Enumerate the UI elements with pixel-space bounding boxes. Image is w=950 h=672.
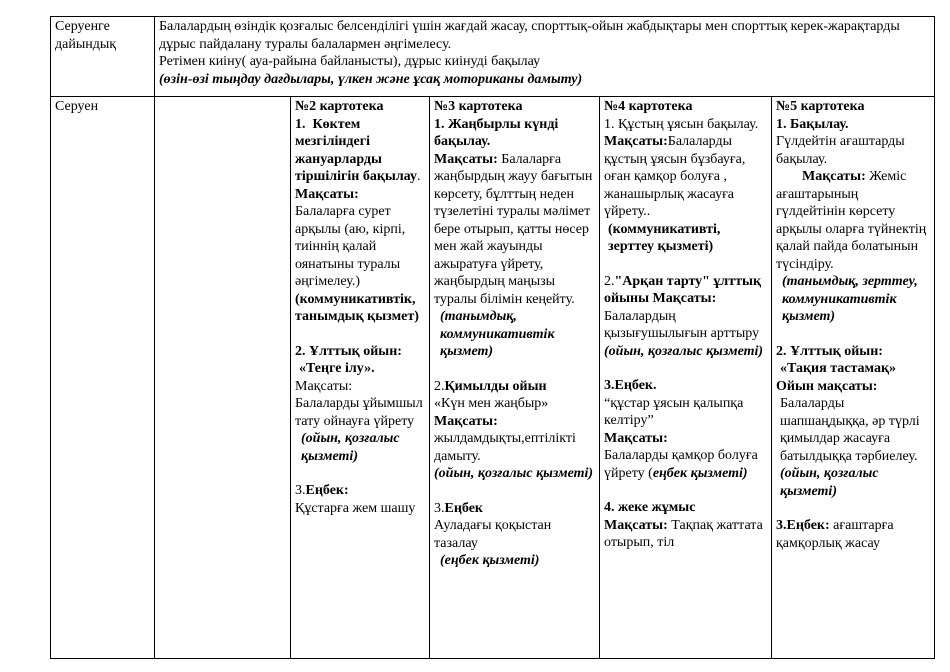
card-4-s2-num: 2. xyxy=(604,273,615,289)
card-5-s2-goal-text: Балаларды шапшаңдыққа, әр түрлі қимылдар жасауға батылдыққа тәрбиелеу. xyxy=(780,396,920,464)
card-4-s2-title: "Арқан тарту" ұлттық ойыны xyxy=(604,273,762,306)
schedule-table xyxy=(50,16,935,659)
card-4-s1-title: 1. Құстың ұясын бақылау. xyxy=(604,116,759,132)
card-3-s2-goal-text: жылдамдықты,ептілікті дамыту. xyxy=(434,431,576,464)
card-5-s3-label: 3.Еңбек: xyxy=(776,518,830,533)
card-3-s2-goal-label: Мақсаты: xyxy=(434,413,498,429)
card-5-s2-game: «Тақия тастамақ» xyxy=(780,361,897,376)
card-2-s1-goal-label: Мақсаты: xyxy=(295,186,359,202)
card-2-s2-goal-label: Мақсаты: xyxy=(295,378,353,394)
card-5-section-1 xyxy=(776,116,930,326)
card-3-s2-title: Қимылды ойын xyxy=(444,378,547,394)
card-3-s1-goal-label: Мақсаты: xyxy=(434,151,498,167)
card-3-s3-activity: (еңбек қызметі) xyxy=(440,553,540,568)
card-5-section-3 xyxy=(776,517,930,552)
card-3-s2-activity: (ойын, қозғалыс қызметі) xyxy=(434,466,594,481)
card-2-s1-dot: . xyxy=(416,169,421,184)
card-4-title: №4 картотека xyxy=(604,99,693,114)
card-4-s2-goal-text: Балалардың қызығушылығын арттыру xyxy=(604,308,760,341)
card-2-title: №2 картотека xyxy=(295,99,384,114)
card-5-title: №5 картотека xyxy=(776,99,865,114)
card-2-section-2 xyxy=(295,343,425,466)
card-2-s2-activity: (ойын, қозғалыс қызметі) xyxy=(301,431,400,464)
card-3-cell xyxy=(430,97,600,659)
card-4-cell xyxy=(600,97,772,659)
card-3-s3-num: 3. xyxy=(434,500,445,516)
card-3-title: №3 картотека xyxy=(434,99,523,114)
card-4-s3-goal-text: Балаларды қамқор болуға үйрету ( xyxy=(604,448,758,481)
card-5-s2-activity: (ойын, қозғалыс қызметі) xyxy=(780,466,879,499)
card-5-s3-text: ағаштарға қамқорлық жасау xyxy=(776,518,894,551)
prep-content-cell xyxy=(155,17,935,97)
card-3-s2-num: 2. xyxy=(434,378,445,394)
card-4-s3-activity: еңбек қызметі) xyxy=(652,465,748,481)
card-2-s1-goal-text: Балаларға сурет арқылы (аю, кірпі, тиіннің қалай оянатыны туралы әңгімелеу.) xyxy=(295,204,406,289)
card-5-s1-text: Гүлдейтін ағаштарды бақылау. xyxy=(776,134,905,167)
card-3-s3-text: Ауладағы қоқыстан тазалау xyxy=(434,518,552,551)
card-4-section-2 xyxy=(604,273,767,361)
card-5-s1-goal-label: Мақсаты: xyxy=(802,169,866,184)
card-2-s3-label: Еңбек: xyxy=(305,483,349,498)
card-5-section-2 xyxy=(776,343,930,501)
card-2-s1-activity: (коммуникативтік, танымдық қызмет) xyxy=(295,291,419,324)
card-2-s3-text: Құстарға жем шашу xyxy=(295,500,416,516)
card-3-s3-label: Еңбек xyxy=(444,500,483,516)
card-5-cell xyxy=(772,97,935,659)
card-4-s4-goal-text: Тақпақ жаттата отырып, тіл xyxy=(604,517,763,550)
walk-label-cell xyxy=(51,97,155,659)
prep-line-1: Балалардың өзіндік қозғалыс белсенділігі үшін жағдай жасау, спорттық-ойын жабдықтары мен спорттық керек-жарақтарды дұрыс пайдалану туралы балалармен әңгімелесу. xyxy=(159,19,900,52)
card-2-s3-num: 3. xyxy=(295,483,306,498)
card-4-s1-activity: (коммуникативті, зерттеу қызметі) xyxy=(608,221,721,254)
card-4-s3-goal-label: Мақсаты: xyxy=(604,430,668,446)
card-3-s1-goal-text: Балаларға жаңбырдың жауу бағытын көрсету, бұлттың неден түзелетіні туралы мәлімет бере отырып, қатты нөсер мен жай жауынды ажыратуға үйрету, жаңбырдың маңызы туралы білімін кеңейту. xyxy=(434,151,593,307)
card-4-s3-label: 3.Еңбек. xyxy=(604,378,657,393)
card-2-section-3 xyxy=(295,482,425,517)
card-4-s2-activity: (ойын, қозғалыс қызметі) xyxy=(604,343,764,359)
card-2-cell xyxy=(291,97,430,659)
card-5-s1-goal-text: Жеміс ағаштарының гүлдейтінін көрсету арқылы оларға түйнектің қалай пайда болатынын түсіндіру. xyxy=(776,169,927,272)
walk-row xyxy=(51,97,935,659)
card-4-section-1 xyxy=(604,116,767,256)
card-4-s3-text: “құстар ұясын қалыпқа келтіру” xyxy=(604,395,744,428)
prep-row xyxy=(51,17,935,97)
card-3-s1-activity: (танымдық, коммуникативтік қызмет) xyxy=(440,309,555,359)
card-2-section-1 xyxy=(295,116,425,326)
card-3-section-3 xyxy=(434,500,595,570)
card-2-s2-game: «Теңге ілу». xyxy=(299,361,375,376)
card-2-s1-num: 1. xyxy=(295,116,306,132)
prep-label: Серуенге дайындық xyxy=(55,19,117,52)
prep-line-2: Ретімен киіну( ауа-райына байланысты), дұрыс киінуді бақылау xyxy=(159,54,541,69)
card-4-section-3 xyxy=(604,377,767,482)
card-5-s2-goal-label: Ойын мақсаты: xyxy=(776,378,878,394)
card-5-s1-title: 1. Бақылау. xyxy=(776,116,849,132)
card-3-s1-title: 1. Жаңбырлы күнді бақылау. xyxy=(434,116,559,149)
card-3-section-1 xyxy=(434,116,595,361)
card-4-s1-goal-text: Балаларды құстың ұясын бұзбауға, оған қамқор болуға , жанашырлық жасауға үйрету.. xyxy=(604,134,746,219)
card-4-section-4 xyxy=(604,499,767,552)
card-4-s2-goal-label: Мақсаты: xyxy=(652,291,717,306)
card-4-s4-title: 4. жеке жұмыс xyxy=(604,500,696,515)
card-4-s1-goal-label: Мақсаты: xyxy=(604,134,668,149)
card-5-s2-title: 2. Ұлттық ойын: xyxy=(776,343,883,359)
card-5-s1-activity: (танымдық, зерттеу, коммуникативтік қызмет) xyxy=(782,274,918,324)
card-4-s4-goal-label: Мақсаты: xyxy=(604,517,668,533)
card-3-section-2 xyxy=(434,378,595,483)
card-2-s2-title: 2. Ұлттық ойын: xyxy=(295,343,402,359)
card-2-s2-goal-text: Балаларды ұйымшыл тату ойнауға үйрету xyxy=(295,396,423,429)
card-2-s1-title: Көктем мезгіліндегі жануарларды тіршілігін бақылау xyxy=(295,116,417,184)
prep-label-cell xyxy=(51,17,155,97)
walk-label: Серуен xyxy=(55,99,99,114)
prep-line-3: (өзін-өзі тыңдау дағдылары, үлкен және ұсақ моториканы дамыту) xyxy=(159,71,583,87)
card-3-s2-game: «Күн мен жаңбыр» xyxy=(434,396,549,411)
walk-empty-cell xyxy=(155,97,291,659)
